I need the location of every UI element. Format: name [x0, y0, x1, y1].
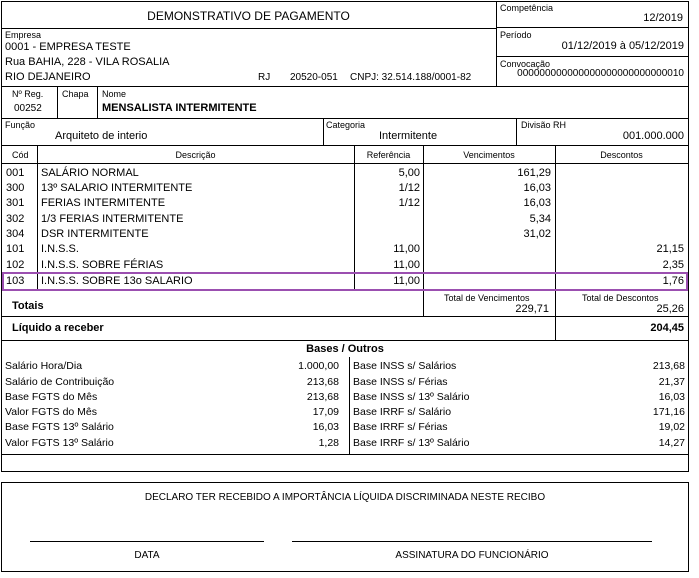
- reg-value: 00252: [14, 103, 42, 114]
- item-cod: 101: [6, 243, 25, 255]
- empresa-cep: 20520-051: [290, 72, 338, 83]
- col-descricao: Descrição: [175, 150, 216, 160]
- item-venc: 16,03: [523, 197, 551, 209]
- base-value: 16,03: [312, 421, 339, 433]
- item-desconto: 21,15: [656, 243, 684, 255]
- base-item: [353, 375, 685, 390]
- item-desc: I.N.S.S.: [41, 243, 79, 255]
- periodo-value: 01/12/2019 à 05/12/2019: [561, 40, 684, 52]
- chapa-label: Chapa: [62, 89, 89, 99]
- base-value: 19,02: [658, 421, 685, 433]
- base-item: [353, 420, 685, 435]
- item-venc: 5,34: [529, 213, 551, 225]
- base-item: [5, 420, 339, 435]
- empresa-label: Empresa: [5, 30, 42, 40]
- item-desc: DSR INTERMITENTE: [41, 228, 149, 240]
- base-item: [5, 375, 339, 390]
- empresa-cnpj: CNPJ: 32.514.188/0001-82: [350, 72, 472, 83]
- item-ref: 1/12: [398, 197, 420, 209]
- base-label: Base IRRF s/ Salário: [353, 406, 452, 418]
- empresa-endereco: Rua BAHIA, 228 - VILA ROSALIA: [5, 56, 170, 68]
- col-cod: Cód: [12, 150, 29, 160]
- base-label: Base FGTS do Mês: [5, 391, 98, 403]
- table-row[interactable]: [3, 181, 686, 196]
- col-descontos: Descontos: [600, 150, 643, 160]
- base-label: Base INSS s/ Salários: [353, 360, 457, 372]
- item-cod: 103: [6, 275, 25, 287]
- base-label: Base INSS s/ 13º Salário: [353, 391, 470, 403]
- item-ref: 11,00: [393, 275, 420, 287]
- base-value: 17,09: [312, 406, 339, 418]
- empresa-uf: RJ: [258, 72, 271, 83]
- total-descontos-value: 25,26: [656, 303, 684, 315]
- item-venc: 16,03: [523, 182, 551, 194]
- item-desconto: 2,35: [662, 259, 684, 271]
- total-descontos-label: Total de Descontos: [582, 293, 659, 303]
- base-value: 1,28: [318, 437, 339, 449]
- item-desc: FERIAS INTERMITENTE: [41, 197, 166, 209]
- item-venc: 161,29: [517, 167, 551, 179]
- divisao-value: 001.000.000: [622, 130, 684, 142]
- item-ref: 11,00: [393, 259, 420, 271]
- item-cod: 302: [6, 213, 25, 225]
- nome-value: MENSALISTA INTERMITENTE: [102, 102, 257, 114]
- item-ref: 1/12: [398, 182, 420, 194]
- base-label: Valor FGTS do Mês: [5, 406, 97, 418]
- row-highlight: [2, 272, 688, 291]
- assinatura-label: ASSINATURA DO FUNCIONÁRIO: [395, 550, 549, 561]
- item-desc: I.N.S.S. SOBRE 13o SALARIO: [41, 275, 193, 287]
- bases-title: Bases / Outros: [306, 343, 384, 355]
- item-ref: 5,00: [398, 167, 420, 179]
- item-cod: 304: [6, 228, 25, 240]
- base-value: 213,68: [306, 376, 339, 388]
- table-row[interactable]: [3, 258, 686, 273]
- nome-label: Nome: [102, 89, 127, 99]
- item-cod: 001: [6, 167, 25, 179]
- item-desc: I.N.S.S. SOBRE FÉRIAS: [41, 259, 164, 271]
- item-desc: 13º SALARIO INTERMITENTE: [41, 182, 193, 194]
- liquido-label: Líquido a receber: [12, 322, 104, 334]
- base-value: 213,68: [306, 391, 339, 403]
- empresa-nome: 0001 - EMPRESA TESTE: [5, 41, 131, 53]
- totais-label: Totais: [12, 300, 44, 312]
- categoria-label: Categoria: [326, 120, 366, 130]
- funcao-value: Arquiteto de interio: [55, 130, 148, 142]
- empresa-cidade: RIO DEJANEIRO: [5, 71, 91, 83]
- base-label: Salário Hora/Dia: [5, 360, 83, 372]
- total-vencimentos-label: Total de Vencimentos: [444, 293, 530, 303]
- base-label: Salário de Contribuição: [5, 376, 115, 388]
- base-item: [5, 405, 339, 420]
- base-value: 16,03: [658, 391, 685, 403]
- table-row[interactable]: [3, 242, 686, 257]
- base-label: Valor FGTS 13º Salário: [5, 437, 114, 449]
- document-title: DEMONSTRATIVO DE PAGAMENTO: [147, 9, 350, 23]
- base-item: [353, 436, 685, 451]
- base-item: [353, 405, 685, 420]
- item-ref: 11,00: [393, 243, 420, 255]
- competencia-value: 12/2019: [643, 12, 683, 24]
- base-value: 171,16: [652, 406, 685, 418]
- data-label: DATA: [134, 550, 160, 561]
- base-item: [5, 359, 339, 374]
- item-cod: 300: [6, 182, 25, 194]
- total-vencimentos-value: 229,71: [515, 303, 549, 315]
- periodo-label: Período: [500, 30, 532, 40]
- liquido-value: 204,45: [650, 322, 684, 334]
- col-referencia: Referência: [366, 150, 411, 160]
- item-desc: SALÁRIO NORMAL: [41, 167, 139, 179]
- base-item: [353, 359, 685, 374]
- base-value: 14,27: [658, 437, 685, 449]
- col-vencimentos: Vencimentos: [463, 150, 515, 160]
- base-value: 1.000,00: [298, 360, 339, 372]
- competencia-label: Competência: [500, 3, 554, 13]
- funcao-label: Função: [5, 120, 36, 130]
- categoria-value: Intermitente: [379, 130, 438, 142]
- table-row[interactable]: [3, 166, 686, 181]
- item-cod: 102: [6, 259, 25, 271]
- convocacao-value: 000000000000000000000000000010: [517, 68, 684, 79]
- item-desconto: 1,76: [662, 275, 684, 287]
- reg-label: Nº Reg.: [12, 89, 44, 99]
- table-row[interactable]: [3, 227, 686, 242]
- item-desc: 1/3 FERIAS INTERMITENTE: [41, 213, 184, 225]
- base-item: [5, 436, 339, 451]
- base-label: Base IRRF s/ Férias: [353, 421, 448, 433]
- base-label: Base INSS s/ Férias: [353, 376, 448, 388]
- item-venc: 31,02: [523, 228, 551, 240]
- declaracao-text: DECLARO TER RECEBIDO A IMPORTÂNCIA LÍQUIDA DISCRIMINADA NESTE RECIBO: [144, 492, 546, 503]
- table-row[interactable]: [3, 212, 686, 227]
- base-label: Base IRRF s/ 13º Salário: [353, 437, 470, 449]
- divisao-label: Divisão RH: [521, 120, 567, 130]
- convocacao-label: Convocação: [500, 59, 551, 69]
- item-cod: 301: [6, 197, 25, 209]
- table-row[interactable]: [3, 196, 686, 211]
- base-item: [353, 390, 685, 405]
- base-label: Base FGTS 13º Salário: [5, 421, 114, 433]
- base-item: [5, 390, 339, 405]
- base-value: 21,37: [658, 376, 685, 388]
- base-value: 213,68: [652, 360, 685, 372]
